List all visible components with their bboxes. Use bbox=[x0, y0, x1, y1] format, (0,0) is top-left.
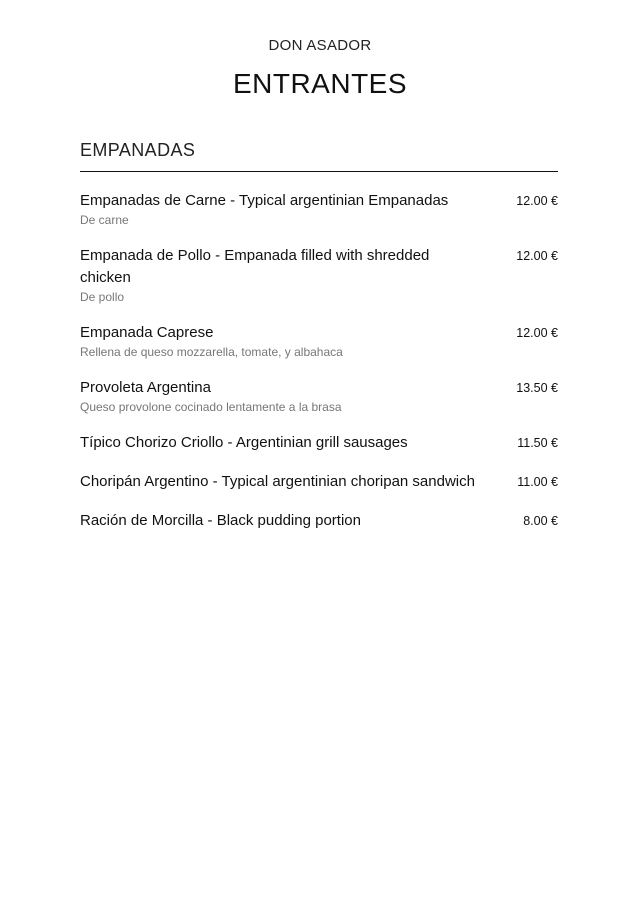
restaurant-name: DON ASADOR bbox=[268, 37, 372, 54]
menu-item bbox=[80, 190, 558, 228]
menu-item bbox=[80, 377, 558, 415]
page-title: ENTRANTES bbox=[232, 68, 408, 99]
menu-item bbox=[80, 471, 558, 493]
menu-item-price: 12.00 € bbox=[516, 194, 558, 208]
menu-item-text bbox=[80, 322, 480, 360]
menu-item-description: Rellena de queso mozzarella, tomate, y albahaca bbox=[80, 345, 343, 359]
menu-item-name: Empanada Caprese bbox=[80, 324, 214, 341]
menu-item-name: Choripán Argentino - Typical argentinian choripan sandwich bbox=[80, 473, 475, 490]
menu-section bbox=[80, 140, 558, 549]
menu-item bbox=[80, 322, 558, 360]
menu-item-price: 13.50 € bbox=[516, 381, 558, 395]
menu-item-description: De carne bbox=[80, 213, 129, 227]
menu-item-name: Empanada de Pollo - Empanada filled with shredded chicken bbox=[80, 247, 430, 286]
menu-item-name: Provoleta Argentina bbox=[80, 379, 211, 396]
section-title: EMPANADAS bbox=[80, 140, 558, 172]
menu-item-price: 12.00 € bbox=[516, 249, 558, 263]
menu-item-price: 11.50 € bbox=[517, 436, 558, 450]
menu-item-price: 12.00 € bbox=[516, 326, 558, 340]
menu-item-text bbox=[80, 190, 480, 228]
menu-item-text bbox=[80, 245, 480, 305]
menu-item-text bbox=[80, 432, 480, 454]
menu-item-price: 8.00 € bbox=[523, 514, 558, 528]
menu-item-text bbox=[80, 510, 480, 532]
menu-item-name: Empanadas de Carne - Typical argentinian Empanadas bbox=[80, 192, 449, 209]
menu-item-price: 11.00 € bbox=[517, 475, 558, 489]
menu-item-description: De pollo bbox=[80, 290, 125, 304]
menu-item-list bbox=[80, 190, 558, 532]
menu-item-text bbox=[80, 377, 480, 415]
menu-item bbox=[80, 245, 558, 305]
menu-item bbox=[80, 510, 558, 532]
menu-item-name: Ración de Morcilla - Black pudding portion bbox=[80, 512, 361, 529]
menu-item bbox=[80, 432, 558, 454]
menu-item-description: Queso provolone cocinado lentamente a la brasa bbox=[80, 400, 342, 414]
menu-item-name: Típico Chorizo Criollo - Argentinian grill sausages bbox=[80, 434, 408, 451]
menu-item-text bbox=[80, 471, 480, 493]
